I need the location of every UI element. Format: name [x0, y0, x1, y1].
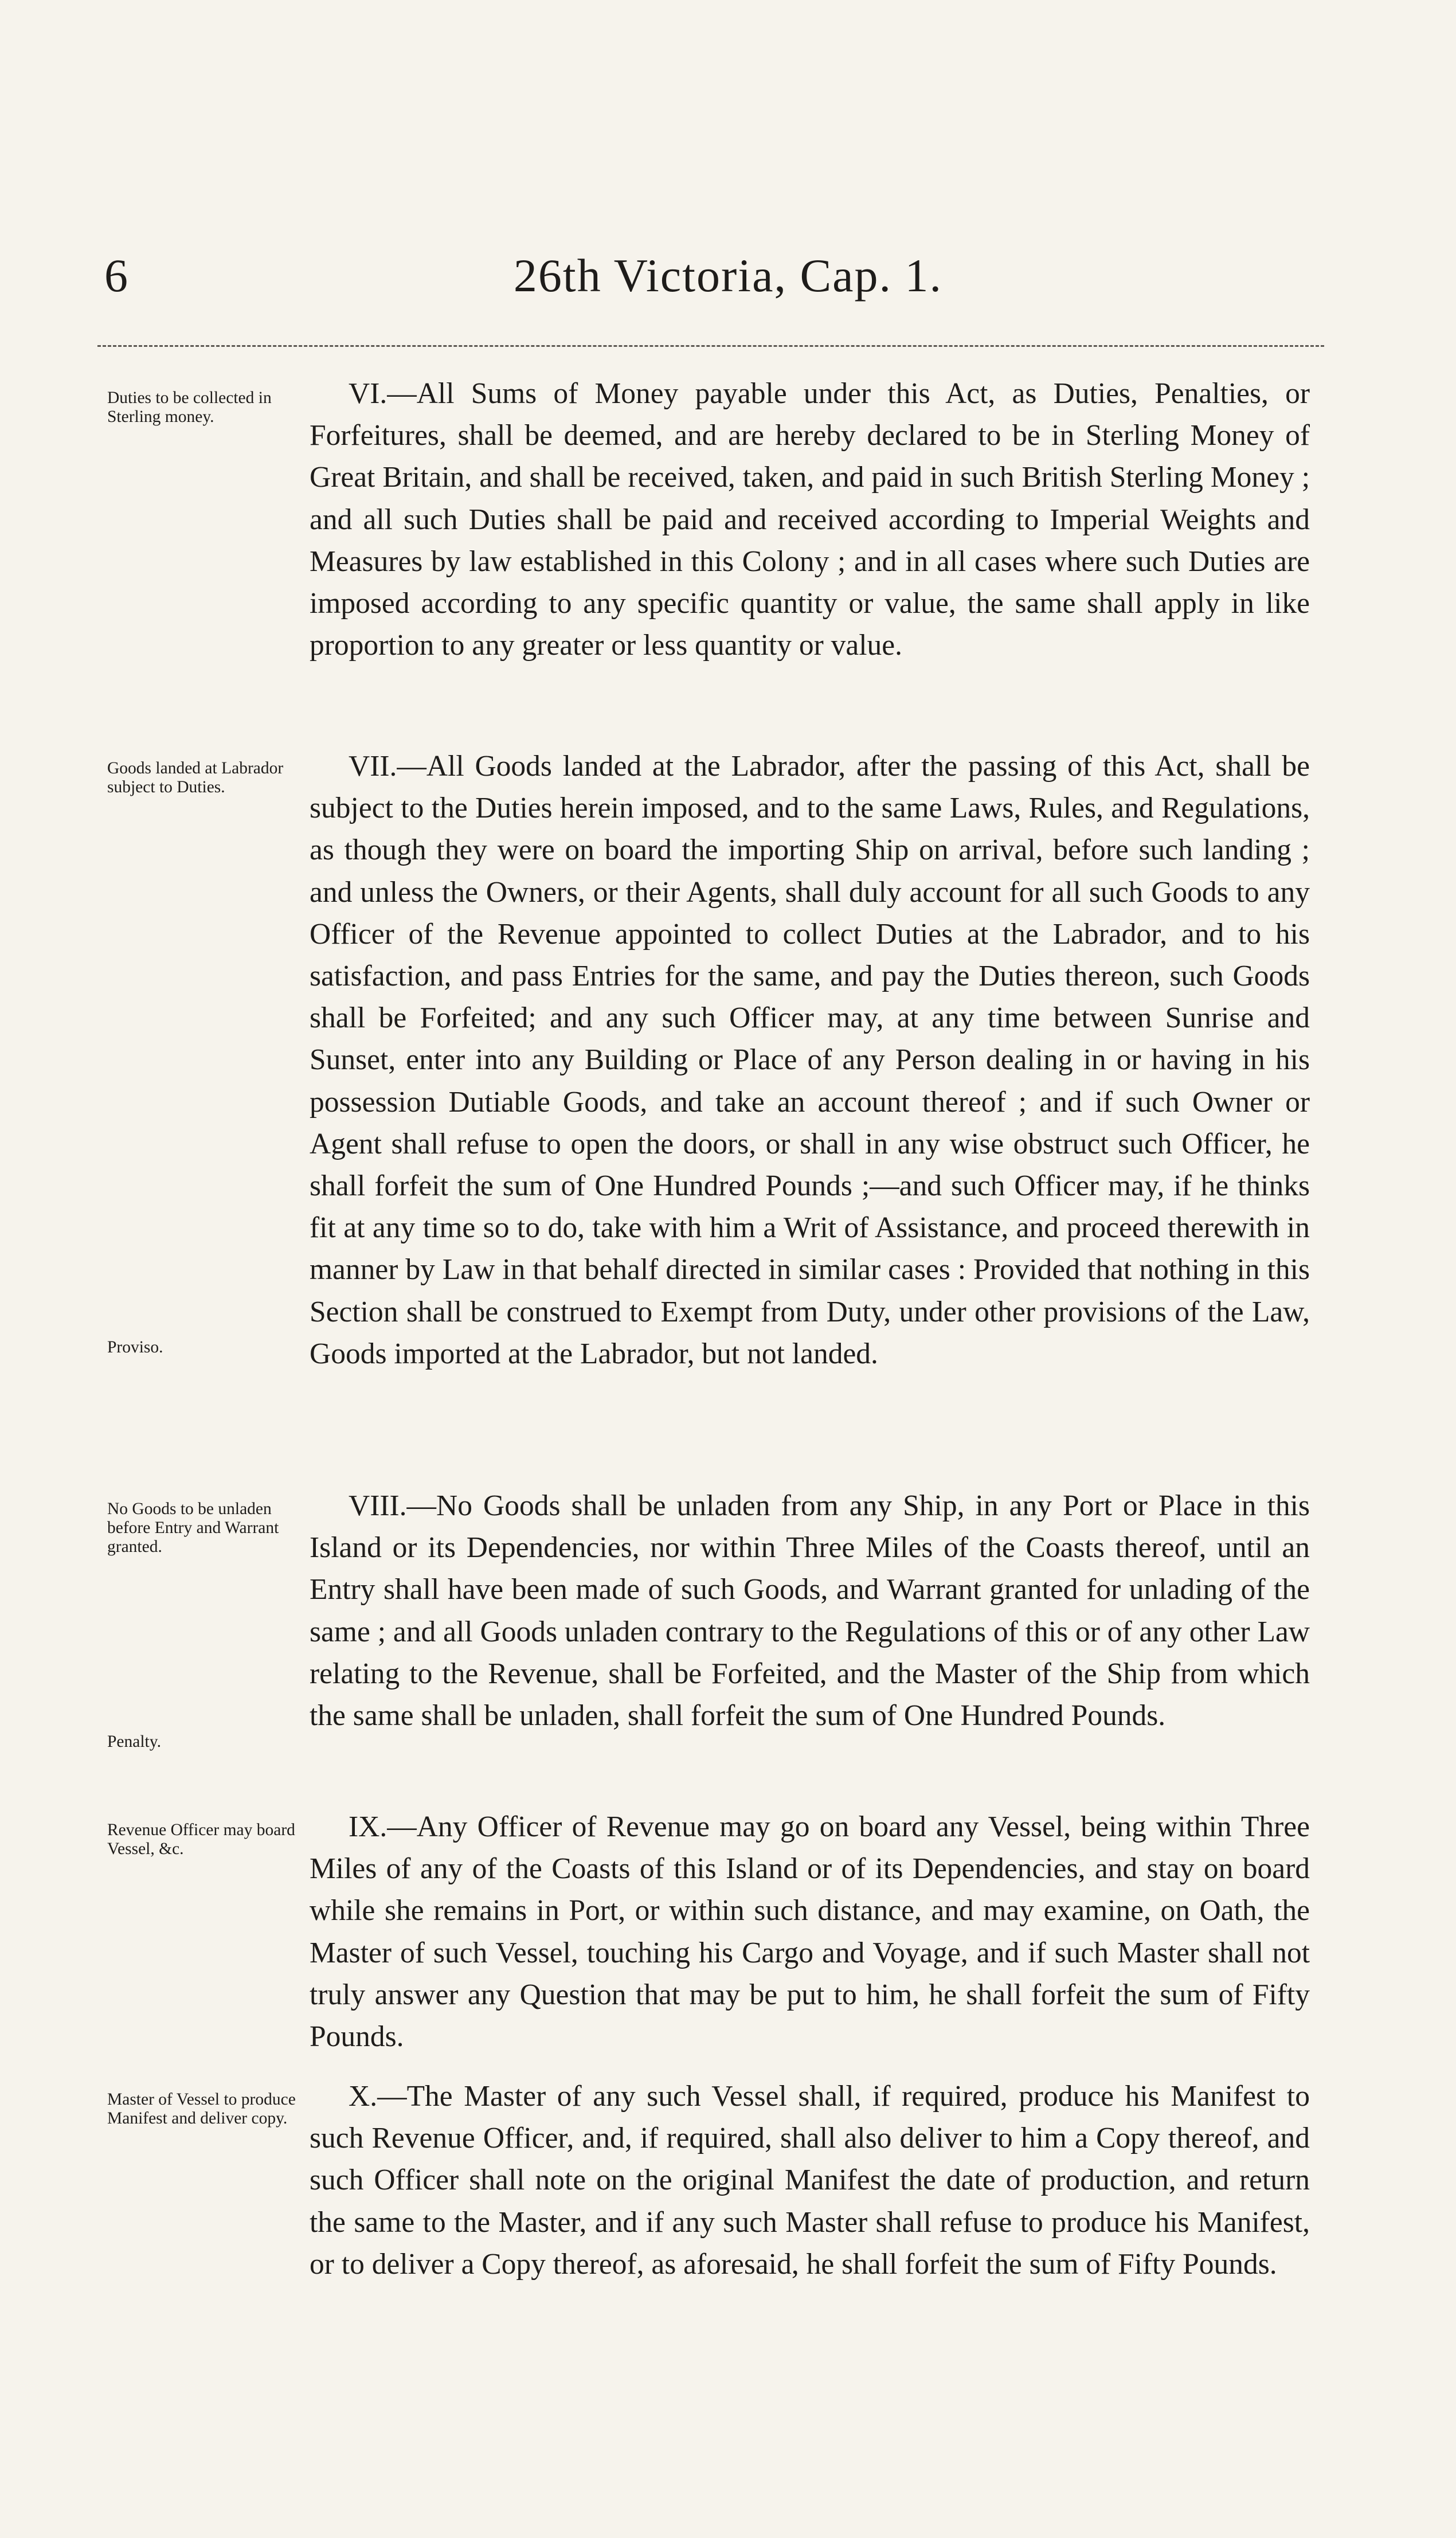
page-number: 6: [104, 249, 128, 302]
section-x-text: X.—The Master of any such Vessel shall, if required, produce his Manifest to such Revenue Officer, and, if required, shall also deliver to him a Copy thereof, and such Officer shall note on the original Manifest the date of production, and return the same to the Master, and if any such Master shall refuse to produce his Manifest, or to deliver a Copy thereof, as aforesaid, he shall forfeit the sum of Fifty Pounds.: [310, 2080, 1310, 2281]
margin-note-sterling-money: Duties to be collected in Sterling money.: [107, 389, 272, 426]
section-viii-text: VIII.—No Goods shall be unladen from any Ship, in any Port or Place in this Island or its Dependencies, nor within Three Miles of the Coasts thereof, until an Entry shall have been made of such Goods, and Warrant granted for unlading of the same ; and all Goods unladen contrary to the Regulations of this or of any other Law relating to the Revenue, shall be Forfeited, and the Master of the Ship from which the same shall be unladen, shall forfeit the sum of One Hundred Pounds.: [310, 1489, 1310, 1733]
header-rule: [97, 345, 1324, 347]
section-ix-text: IX.—Any Officer of Revenue may go on board any Vessel, being within Three Miles of any of the Coasts of this Island or of its Dependencies, and stay on board while she remains in Port, or within such distance, and may examine, on Oath, the Master of such Vessel, touching his Cargo and Voyage, and if such Master shall not truly answer any Question that may be put to him, he shall forfeit the sum of Fifty Pounds.: [310, 1810, 1310, 2054]
section-vii-text: VII.—All Goods landed at the Labrador, after the passing of this Act, shall be subject to the Duties herein imposed, and to the same Laws, Rules, and Regulations, as though they were on board the importing Ship on arrival, before such landing ; and unless the Owners, or their Agents, shall duly account for all such Goods to any Officer of the Revenue appointed to collect Duties at the Labrador, and to his satisfaction, and pass Entries for the same, and pay the Duties thereon, such Goods shall be Forfeited; and any such Officer may, at any time between Sunrise and Sunset, enter into any Building or Place of any Person dealing in or having in his possession Dutiable Goods, and take an account thereof ; and if such Owner or Agent shall refuse to open the doors, or shall in any wise obstruct such Officer, he shall forfeit the sum of One Hundred Pounds ;—and such Officer may, if he thinks fit at any time so to do, take with him a Writ of Assistance, and proceed therewith in manner by Law in that behalf directed in similar cases : Provided that nothing in this Section shall be construed to Exempt from Duty, under other provisions of the Law, Goods imported at the Labrador, but not landed.: [310, 750, 1310, 1370]
margin-note-proviso: Proviso.: [107, 1338, 163, 1356]
running-title: 26th Victoria, Cap. 1.: [513, 249, 943, 302]
margin-note-revenue-officer: Revenue Officer may board Vessel, &c.: [107, 1821, 295, 1858]
margin-note-no-goods-unladen: No Goods to be unladen before Entry and Warrant granted.: [107, 1500, 279, 1556]
margin-note-master-manifest: Master of Vessel to produce Manifest and deliver copy.: [107, 2090, 296, 2128]
section-vi-text: VI.—All Sums of Money payable under this Act, as Duties, Penalties, or Forfeitures, shall be deemed, and are hereby declared to be in Sterling Money of Great Britain, and shall be received, taken, and paid in such British Sterling Money ; and all such Duties shall be paid and received according to Imperial Weights and Measures by law established in this Colony ; and in all cases where such Duties are imposed according to any specific quantity or value, the same shall apply in like proportion to any greater or less quantity or value.: [310, 377, 1310, 662]
margin-note-penalty: Penalty.: [107, 1733, 161, 1751]
margin-note-labrador-duties: Goods landed at Labrador subject to Duties.: [107, 759, 284, 796]
